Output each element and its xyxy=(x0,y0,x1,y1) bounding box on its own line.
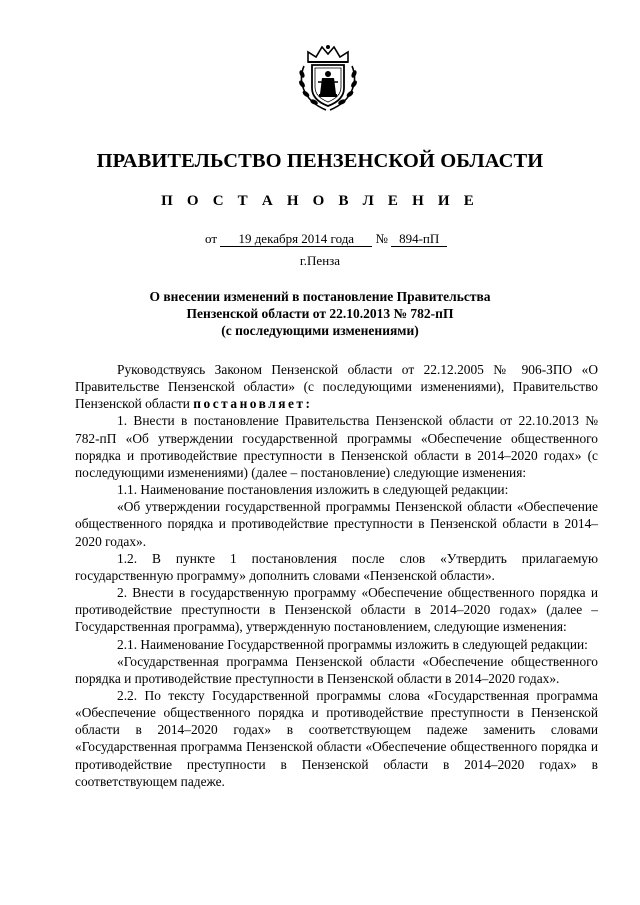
document-date: 19 декабря 2014 года xyxy=(220,232,372,247)
paragraph: 2. Внести в государственную программу «Обеспечение общественного порядка и противодействие преступности в Пензенской области в 2014–2020 годах» (далее – Государственная программа), утвержденную постановлением, следующие изменения: xyxy=(75,585,598,635)
title-line: О внесении изменений в постановление Правительства xyxy=(149,289,491,304)
document-number: 894-пП xyxy=(391,232,447,247)
decree-word: постановляет: xyxy=(193,396,313,412)
organization-name: ПРАВИТЕЛЬСТВО ПЕНЗЕНСКОЙ ОБЛАСТИ xyxy=(96,150,544,172)
paragraph: 1. Внести в постановление Правительства Пензенской области от 22.10.2013 № 782-пП «Об утверждении государственной программы «Обеспечение общественного порядка и противодействие преступности в Пензенской области в 2014–2020 годах» (с последующими изменениями) (далее – постановление) следующие изменения: xyxy=(75,413,598,480)
paragraph: 2.2. По тексту Государственной программы слова «Государственная программа «Обеспечение общественного порядка и противодействие преступности в Пензенской области в 2014–2020 годах» в соответствующем падеже заменить словами «Государственная программа Пензенской области «Обеспечение общественного порядка и противодействие преступности в Пензенской области в 2014–2020 годах» в соответствующем падеже. xyxy=(75,687,598,789)
paragraph: 2.1. Наименование Государственной программы изложить в следующей редакции: xyxy=(117,636,588,652)
penza-region-coat-of-arms-icon xyxy=(296,44,360,114)
paragraph: 1.2. В пункте 1 постановления после слов «Утвердить прилагаемую государственную программу» дополнить словами «Пензенской области». xyxy=(75,550,598,583)
document-body xyxy=(75,361,598,790)
number-label: № xyxy=(375,231,388,246)
paragraph: «Государственная программа Пензенской области «Обеспечение общественного порядка и противодействие преступности в Пензенской области в 2014–2020 годах». xyxy=(75,653,598,686)
preamble-text: Руководствуясь Законом Пензенской области от 22.12.2005 № 906-ЗПО «О Правительстве Пензенской области» (с последующими изменениями), Правительство Пензенской области xyxy=(75,362,598,412)
document-type: П О С Т А Н О В Л Е Н И Е xyxy=(161,193,479,209)
paragraph: «Об утверждении государственной программы Пензенской области «Обеспечение общественного порядка и противодействие преступности в Пензенской области в 2014–2020 годах». xyxy=(75,499,598,549)
from-label: от xyxy=(205,231,218,246)
paragraph-preamble xyxy=(75,361,598,412)
title-line: (с последующими изменениями) xyxy=(221,323,419,338)
title-line: Пензенской области от 22.10.2013 № 782-пП xyxy=(186,306,454,321)
date-number-line xyxy=(205,231,447,247)
document-title xyxy=(100,288,540,339)
city: г.Пенза xyxy=(299,253,341,268)
paragraph: 1.1. Наименование постановления изложить в следующей редакции: xyxy=(117,482,509,498)
